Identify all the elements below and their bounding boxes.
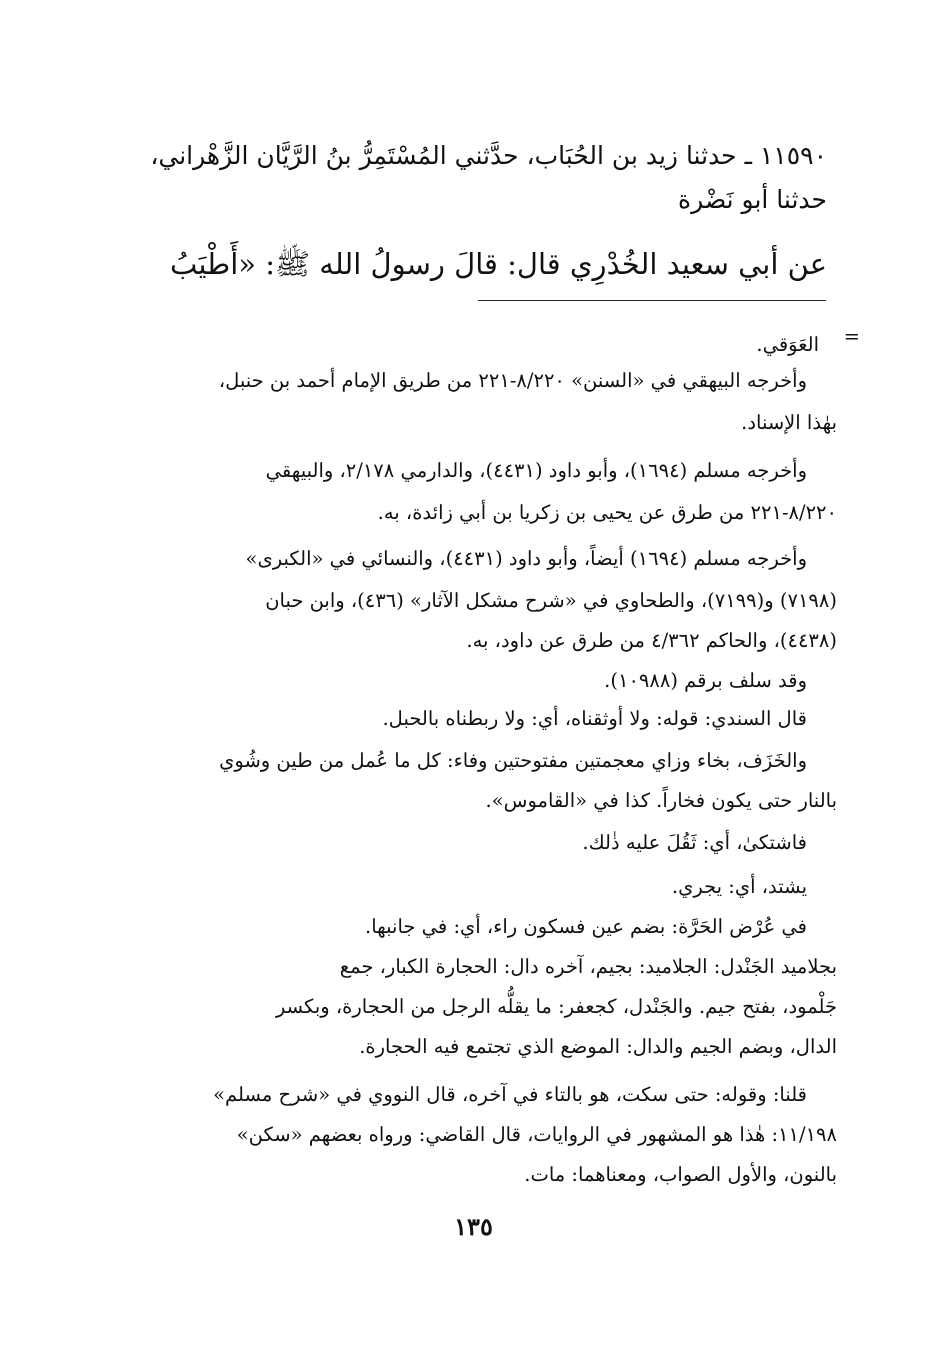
page-number: ١٣٥ — [454, 1212, 493, 1241]
footnote-line: بجلاميد الجَنْدل: الجلاميد: بجيم، آخره دال: الحجارة الكبار، جمع — [339, 955, 837, 978]
footnote-line: في عُرْض الحَرَّة: بضم عين فسكون راء، أي: في جانبها. — [365, 915, 807, 938]
footnote-line: قال السندي: قوله: ولا أوثقناه، أي: ولا ربطناه بالحبل. — [382, 707, 807, 730]
footnote-line: وأخرجه مسلم (١٦٩٤)، وأبو داود (٤٤٣١)، والدارمي ٢/١٧٨، والبيهقي — [265, 459, 807, 482]
footnote-line: ١١/١٩٨: هٰذا هو المشهور في الروايات، قال القاضي: ورواه بعضهم «سكن» — [236, 1123, 837, 1146]
footnote-line: وأخرجه البيهقي في «السنن» ٨/٢٢٠-٢٢١ من طريق الإمام أحمد بن حنبل، — [218, 369, 807, 392]
footnote-line: ٨/٢٢٠-٢٢١ من طرق عن يحيى بن زكريا بن أبي زائدة، به. — [377, 501, 837, 524]
footnote-line: قلنا: وقوله: حتى سكت، هو بالتاء في آخره، قال النووي في «شرح مسلم» — [213, 1083, 807, 1106]
hadith-line-1: ١١٥٩٠ ـ حدثنا زيد بن الحُبَاب، حدَّثني المُسْتَمِرُّ بنُ الرَّيَّان الزَّهْراني، — [150, 141, 827, 170]
footnote-line: الدال، وبضم الجيم والدال: الموضع الذي تجتمع فيه الحجارة. — [359, 1035, 837, 1058]
hadith-line-2: حدثنا أبو نَضْرة — [678, 185, 827, 214]
footnote-line: بالنون، والأول الصواب، ومعناهما: مات. — [524, 1163, 837, 1186]
footnote-line: يشتد، أي: يجري. — [671, 875, 807, 898]
footnote-separator — [478, 300, 826, 301]
footnote-line: وأخرجه مسلم (١٦٩٤) أيضاً، وأبو داود (٤٤٣١)، والنسائي في «الكبرى» — [245, 547, 807, 570]
footnote-line: فاشتكىٰ، أي: ثَقُلَ عليه ذٰلك. — [582, 831, 807, 854]
footnote-line: بهٰذا الإسناد. — [741, 411, 837, 434]
footnote-line: (٤٤٣٨)، والحاكم ٤/٣٦٢ من طرق عن داود، به. — [466, 629, 837, 652]
footnote-continuation-mark: = — [843, 325, 860, 348]
hadith-line-3: عن أبي سعيد الخُدْرِي قال: قالَ رسولُ الله ﷺ: «أَطْيَبُ — [169, 247, 827, 281]
footnote-line: بالنار حتى يكون فخاراً. كذا في «القاموس». — [485, 789, 837, 812]
footnote-line: (٧١٩٨) و(٧١٩٩)، والطحاوي في «شرح مشكل الآثار» (٤٣٦)، وابن حبان — [265, 589, 837, 612]
footnote-line: وقد سلف برقم (١٠٩٨٨). — [604, 669, 807, 692]
footnote-line: جَلْمود، بفتح جيم. والجَنْدل، كجعفر: ما يقلُّه الرجل من الحجارة، وبكسر — [275, 995, 837, 1018]
footnote-line: والخَزَف، بخاء وزاي معجمتين مفتوحتين وفاء: كل ما عُمل من طين وشُوي — [219, 749, 807, 772]
footnote-line: العَوَقي. — [756, 333, 819, 356]
